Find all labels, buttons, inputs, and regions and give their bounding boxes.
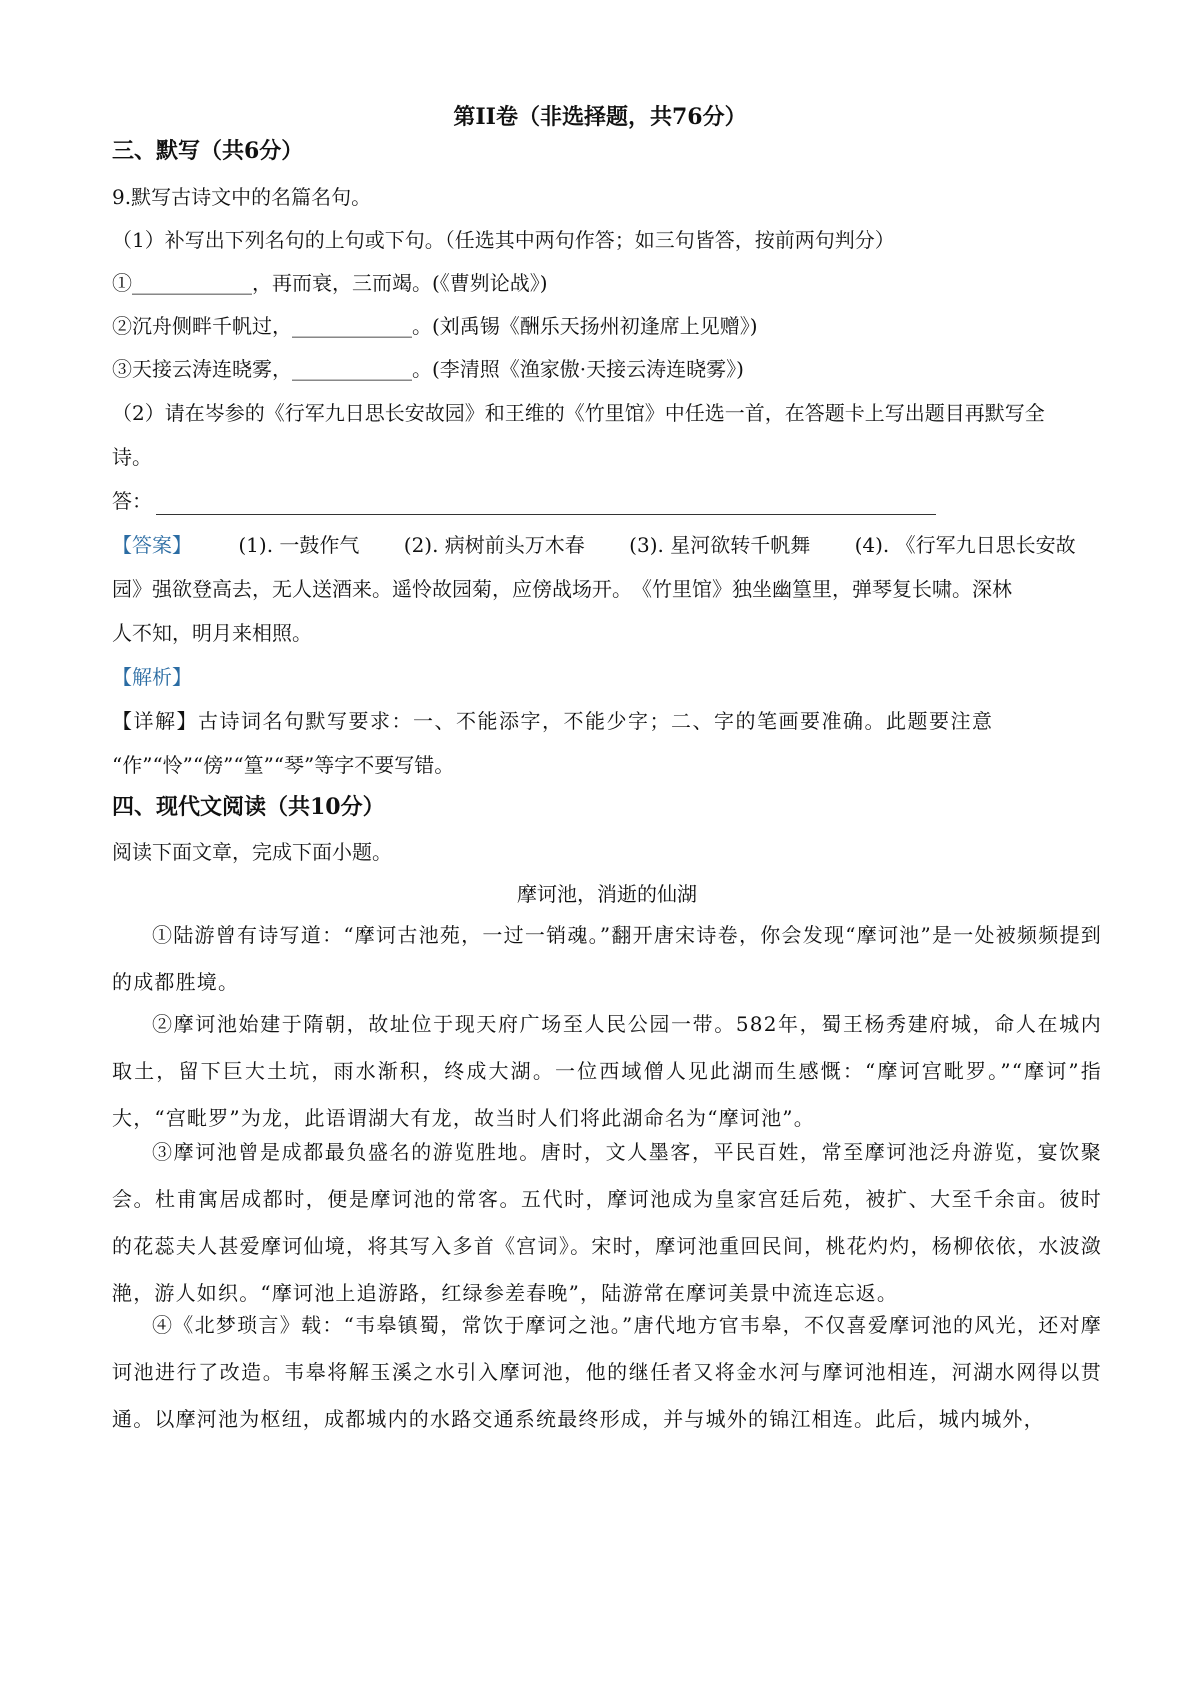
article-paragraph-4: ④《北梦琐言》载：“韦皋镇蜀，常饮于摩诃之池。”唐代地方官韦皋，不仅喜爱摩诃池的风光，还对摩诃池进行了改造。韦皋将解玉溪之水引入摩诃池，他的继任者又将金水河与摩诃池相连，河湖水网得以贯通。以摩河池为枢纽，成都城内的水路交通系统最终形成，并与城外的锦江相连。此后，城内城外， xyxy=(112,1313,1102,1431)
reading-instruction: 阅读下面文章，完成下面小题。 xyxy=(112,840,392,864)
fill-item-1: ①____________，再而衰，三而竭。(《曹刿论战》) xyxy=(112,271,548,295)
answer-item-3: (3). 星河欲转千帆舞 xyxy=(629,533,811,557)
section4-heading: 四、现代文阅读（共10分） xyxy=(112,794,385,820)
section3-heading: 三、默写（共6分） xyxy=(112,138,304,164)
answer-item-1: (1). 一鼓作气 xyxy=(238,533,360,557)
answer-item-2: (2). 病树前头万木春 xyxy=(403,533,585,557)
detail-line-2: “作”“怜”“傍”“篁”“琴”等字不要写错。 xyxy=(112,753,455,777)
article-paragraph-2: ②摩诃池始建于隋朝，故址位于现天府广场至人民公园一带。582年，蜀王杨秀建府城，命人在城内取土，留下巨大土坑，雨水渐积，终成大湖。一位西域僧人见此湖而生感慨：“摩诃宫毗罗。”“摩诃”指大，“宫毗罗”为龙，此语谓湖大有龙，故当时人们将此湖命名为“摩诃池”。 xyxy=(112,1012,1102,1130)
part-title: 第II卷（非选择题，共76分） xyxy=(453,104,747,130)
sub-question-1: （1）补写出下列名句的上句或下句。（任选其中两句作答；如三句皆答，按前两句判分） xyxy=(112,228,895,252)
detail-line-1: 【详解】古诗词名句默写要求：一、不能添字，不能少字；二、字的笔画要准确。此题要注意 xyxy=(112,709,994,733)
answer-prompt-row xyxy=(112,487,1102,515)
answer-row xyxy=(112,531,1102,559)
answer-line-3: 人不知，明月来相照。 xyxy=(112,621,312,645)
answer-underline xyxy=(156,496,936,515)
answer-label: 【答案】 xyxy=(112,533,192,557)
sub-question-2-line1: （2）请在岑参的《行军九日思长安故园》和王维的《竹里馆》中任选一首，在答题卡上写出题目再默写全 xyxy=(112,401,1045,425)
article-paragraph-1: ①陆游曾有诗写道：“摩诃古池苑，一过一销魂。”翻开唐宋诗卷，你会发现“摩诃池”是一处被频频提到的成都胜境。 xyxy=(112,923,1102,994)
article-title: 摩诃池，消逝的仙湖 xyxy=(517,882,697,906)
answer-item-4: (4). 《行军九日思长安故 xyxy=(854,533,1076,557)
answer-prompt: 答： xyxy=(112,489,152,513)
answer-line-2: 园》强欲登高去，无人送酒来。遥怜故园菊，应傍战场开。 《竹里馆》独坐幽篁里，弹琴复长啸。深林 xyxy=(112,577,1012,601)
analysis-label: 【解析】 xyxy=(112,665,192,689)
question-9: 9.默写古诗文中的名篇名句。 xyxy=(112,185,372,209)
fill-item-2: ②沉舟侧畔千帆过，____________。(刘禹锡《酬乐天扬州初逢席上见赠》) xyxy=(112,314,758,338)
fill-item-3: ③天接云涛连晓雾，____________。(李清照《渔家傲·天接云涛连晓雾》) xyxy=(112,357,744,381)
sub-question-2-line2: 诗。 xyxy=(112,445,152,469)
article-paragraph-3: ③摩诃池曾是成都最负盛名的游览胜地。唐时，文人墨客，平民百姓，常至摩诃池泛舟游览，宴饮聚会。杜甫寓居成都时，便是摩诃池的常客。五代时，摩诃池成为皇家宫廷后苑，被扩、大至千余亩。彼时的花蕊夫人甚爱摩诃仙境，将其写入多首《宫词》。宋时，摩诃池重回民间，桃花灼灼，杨柳依依，水波潋滟，游人如织。“摩诃池上追游路，红绿参差春晚”，陆游常在摩诃美景中流连忘返。 xyxy=(112,1140,1102,1305)
